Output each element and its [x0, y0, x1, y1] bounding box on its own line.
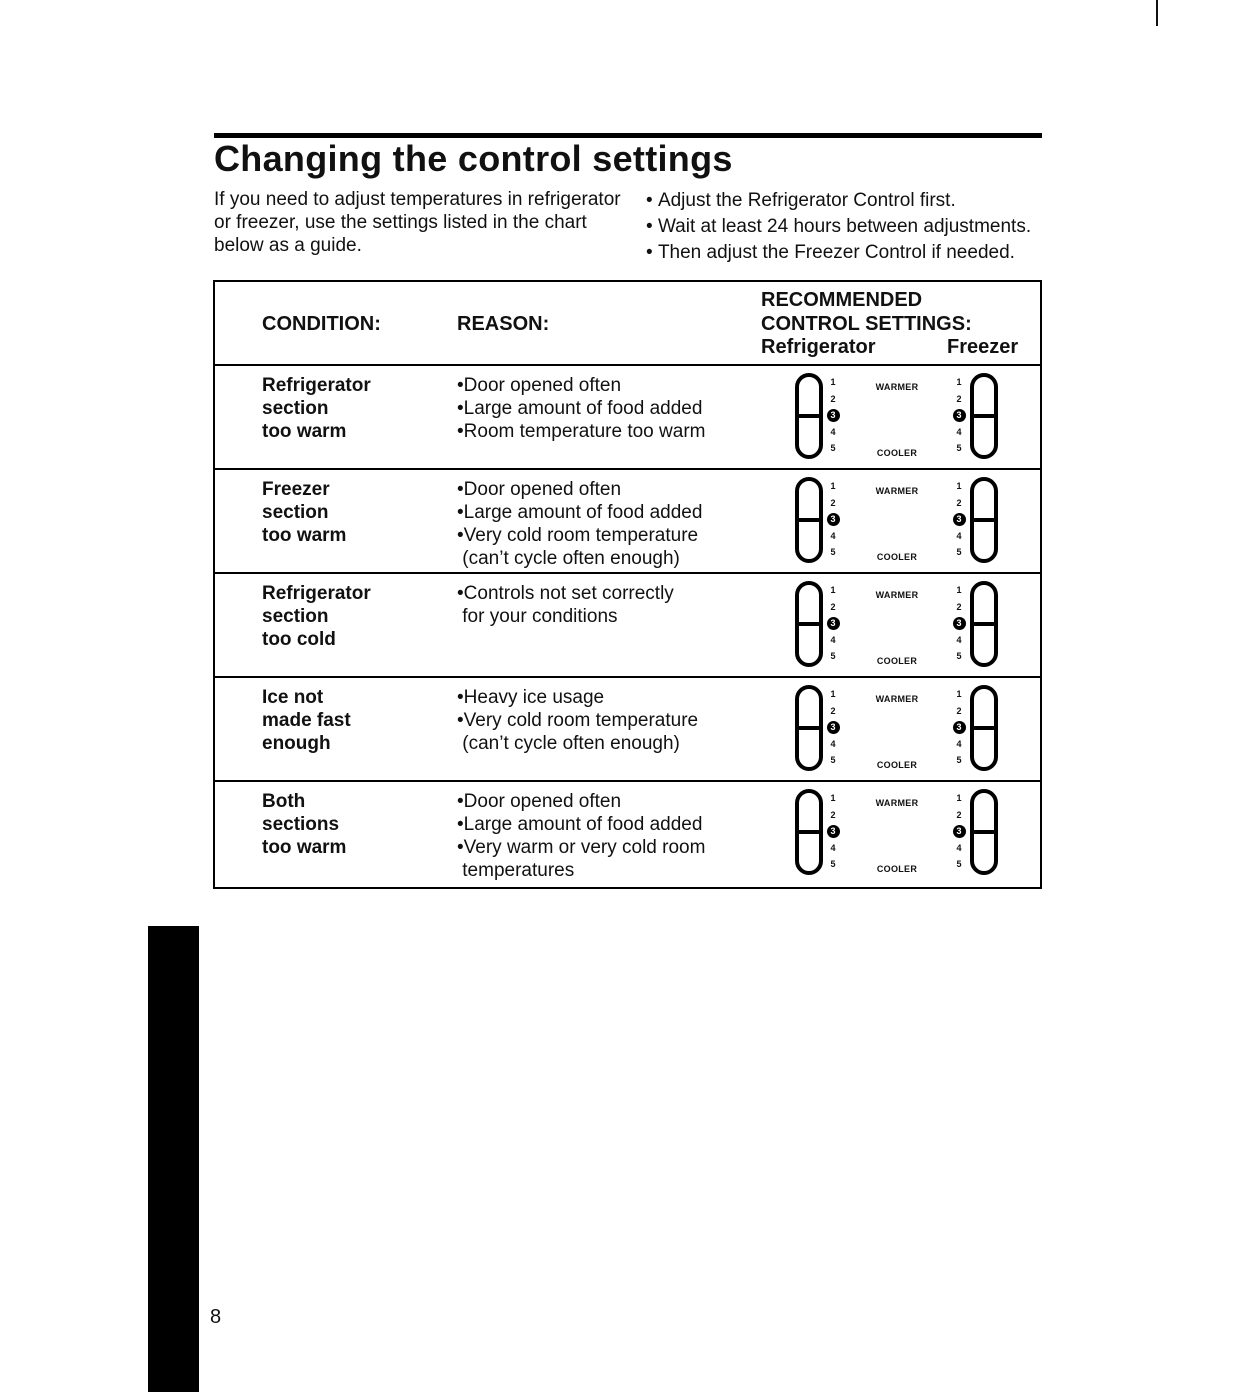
step-item: • Adjust the Refrigerator Control first.: [646, 188, 1066, 214]
refrigerator-scale: [826, 478, 840, 561]
reason-item: • Room temperature too warm: [457, 420, 705, 443]
row-condition: [262, 582, 371, 651]
scale-number: 1: [830, 793, 836, 803]
selected-setting-marker: 3: [827, 825, 840, 838]
cooler-label: COOLER: [876, 448, 918, 458]
scale-number: [826, 615, 840, 632]
scale-number: [826, 407, 840, 424]
scale-number: [952, 823, 966, 840]
page-title: Changing the control settings: [214, 138, 733, 179]
scale-number: 1: [830, 481, 836, 491]
scale-number: 2: [956, 809, 962, 820]
refrigerator-control-dial-icon: [794, 788, 824, 876]
selected-setting-marker: 3: [827, 617, 840, 630]
scale-number: 4: [830, 842, 836, 853]
condition-line: section: [262, 606, 329, 627]
header-freezer: Freezer: [947, 336, 1019, 358]
header-refrigerator: Refrigerator: [761, 336, 876, 358]
refrigerator-control-dial-icon: [794, 476, 824, 564]
scale-number: 2: [956, 601, 962, 612]
page-number: 8: [210, 1306, 222, 1328]
scale-number: [952, 719, 966, 736]
freezer-control-dial-icon: [969, 580, 999, 668]
warmer-label: WARMER: [875, 590, 919, 600]
selected-setting-marker: 3: [827, 513, 840, 526]
scale-number: 4: [956, 530, 962, 541]
scale-number: 1: [956, 793, 962, 803]
table-row: [215, 468, 1040, 574]
freezer-scale: [952, 374, 966, 457]
table-row: [215, 572, 1040, 678]
warmer-label: WARMER: [875, 382, 919, 392]
scale-number: 4: [956, 634, 962, 645]
freezer-control-dial-icon: [969, 476, 999, 564]
control-settings-chart: [213, 280, 1042, 889]
cooler-label: COOLER: [876, 656, 918, 666]
dial-setting-bar: [797, 830, 821, 834]
dial-setting-bar: [972, 518, 996, 522]
row-reasons: [457, 790, 705, 882]
row-reasons: [457, 374, 705, 443]
reason-item: • Heavy ice usage: [457, 686, 698, 709]
header-control-settings: CONTROL SETTINGS:: [761, 313, 972, 335]
condition-line: Both: [262, 791, 306, 812]
cooler-label: COOLER: [876, 552, 918, 562]
scale-number: 4: [830, 738, 836, 749]
warmer-label: WARMER: [875, 798, 919, 808]
dial-setting-bar: [797, 518, 821, 522]
scale-number: 5: [956, 547, 962, 557]
scale-number: 4: [956, 842, 962, 853]
scale-number: 5: [956, 755, 962, 765]
condition-line: Refrigerator: [262, 375, 371, 396]
refrigerator-scale: [826, 686, 840, 769]
condition-line: Freezer: [262, 479, 330, 500]
condition-line: too warm: [262, 421, 347, 442]
cooler-label: COOLER: [876, 864, 918, 874]
freezer-scale: [952, 790, 966, 873]
refrigerator-control-dial-icon: [794, 372, 824, 460]
step-item: • Wait at least 24 hours between adjustments.: [646, 214, 1066, 240]
row-condition: [262, 478, 346, 547]
dial-setting-bar: [972, 414, 996, 418]
scale-number: 2: [830, 601, 836, 612]
freezer-scale: [952, 478, 966, 561]
refrigerator-scale: [826, 790, 840, 873]
margin-tick-mark: [1156, 0, 1158, 26]
scale-number: 5: [830, 859, 836, 869]
scale-number: 2: [830, 809, 836, 820]
reason-item: • Large amount of food added: [457, 501, 702, 524]
selected-setting-marker: 3: [827, 721, 840, 734]
step-item: • Then adjust the Freezer Control if needed.: [646, 240, 1066, 266]
reason-item: • Door opened often: [457, 790, 705, 813]
scale-number: [826, 823, 840, 840]
reason-item: • Very cold room temperature: [457, 524, 702, 547]
selected-setting-marker: 3: [953, 617, 966, 630]
selected-setting-marker: 3: [953, 825, 966, 838]
condition-line: Ice not: [262, 687, 324, 708]
freezer-control-dial-icon: [969, 684, 999, 772]
reason-item: (can’t cycle often enough): [462, 548, 680, 569]
scale-number: [826, 511, 840, 528]
scale-number: 1: [830, 377, 836, 387]
scale-number: 5: [956, 859, 962, 869]
dial-setting-bar: [797, 622, 821, 626]
condition-line: too cold: [262, 629, 336, 650]
scale-number: 5: [830, 651, 836, 661]
header-condition: CONDITION:: [262, 313, 381, 335]
reason-item: • Large amount of food added: [457, 397, 705, 420]
selected-setting-marker: 3: [953, 409, 966, 422]
reason-item: • Controls not set correctly: [457, 582, 674, 605]
dial-setting-bar: [972, 830, 996, 834]
row-condition: [262, 790, 346, 859]
header-recommended: RECOMMENDED: [761, 289, 923, 311]
refrigerator-control-dial-icon: [794, 580, 824, 668]
reason-item: • Very warm or very cold room: [457, 836, 705, 859]
table-row: [215, 676, 1040, 782]
scale-number: 5: [830, 755, 836, 765]
reason-item: • Very cold room temperature: [457, 709, 698, 732]
cooler-label: COOLER: [876, 760, 918, 770]
refrigerator-scale: [826, 582, 840, 665]
scale-number: 1: [830, 585, 836, 595]
scale-number: 2: [830, 705, 836, 716]
row-condition: [262, 374, 371, 443]
condition-line: enough: [262, 733, 331, 754]
scale-number: 4: [956, 738, 962, 749]
scale-number: 1: [956, 377, 962, 387]
condition-line: section: [262, 502, 329, 523]
scale-number: 1: [830, 689, 836, 699]
header-reason: REASON:: [457, 313, 550, 335]
scale-number: [952, 407, 966, 424]
table-row: [215, 780, 1040, 884]
reason-item: • Door opened often: [457, 478, 702, 501]
scale-number: 2: [830, 393, 836, 404]
reason-item: for your conditions: [462, 606, 618, 627]
dial-setting-bar: [972, 726, 996, 730]
reason-item: temperatures: [462, 860, 575, 881]
scale-number: 2: [956, 705, 962, 716]
row-reasons: [457, 686, 698, 755]
reason-item: • Door opened often: [457, 374, 705, 397]
row-reasons: [457, 582, 674, 628]
scale-number: 1: [956, 585, 962, 595]
row-condition: [262, 686, 351, 755]
refrigerator-control-dial-icon: [794, 684, 824, 772]
scale-number: [952, 511, 966, 528]
intro-paragraph: If you need to adjust temperatures in refrigerator or freezer, use the settings listed in the chart below as a guide.: [214, 189, 621, 256]
dial-setting-bar: [972, 622, 996, 626]
reason-item: • Large amount of food added: [457, 813, 705, 836]
page-edge-tab: [148, 926, 199, 1392]
condition-line: Refrigerator: [262, 583, 371, 604]
condition-line: made fast: [262, 710, 351, 731]
scale-number: 2: [830, 497, 836, 508]
freezer-scale: [952, 582, 966, 665]
table-row: [215, 364, 1040, 470]
adjustment-steps: [646, 188, 1066, 266]
row-reasons: [457, 478, 702, 570]
scale-number: [952, 615, 966, 632]
dial-setting-bar: [797, 414, 821, 418]
scale-number: 5: [830, 443, 836, 453]
scale-number: 2: [956, 497, 962, 508]
scale-number: 1: [956, 689, 962, 699]
scale-number: 1: [956, 481, 962, 491]
dial-setting-bar: [797, 726, 821, 730]
scale-number: 5: [956, 443, 962, 453]
scale-number: 4: [830, 426, 836, 437]
freezer-control-dial-icon: [969, 372, 999, 460]
scale-number: 4: [956, 426, 962, 437]
freezer-scale: [952, 686, 966, 769]
warmer-label: WARMER: [875, 486, 919, 496]
scale-number: 5: [830, 547, 836, 557]
condition-line: too warm: [262, 837, 347, 858]
freezer-control-dial-icon: [969, 788, 999, 876]
scale-number: 4: [830, 634, 836, 645]
scale-number: 5: [956, 651, 962, 661]
warmer-label: WARMER: [875, 694, 919, 704]
reason-item: (can’t cycle often enough): [462, 733, 680, 754]
condition-line: too warm: [262, 525, 347, 546]
condition-line: section: [262, 398, 329, 419]
chart-header: [215, 282, 1040, 366]
scale-number: [826, 719, 840, 736]
refrigerator-scale: [826, 374, 840, 457]
scale-number: 4: [830, 530, 836, 541]
scale-number: 2: [956, 393, 962, 404]
condition-line: sections: [262, 814, 340, 835]
selected-setting-marker: 3: [953, 721, 966, 734]
selected-setting-marker: 3: [953, 513, 966, 526]
selected-setting-marker: 3: [827, 409, 840, 422]
